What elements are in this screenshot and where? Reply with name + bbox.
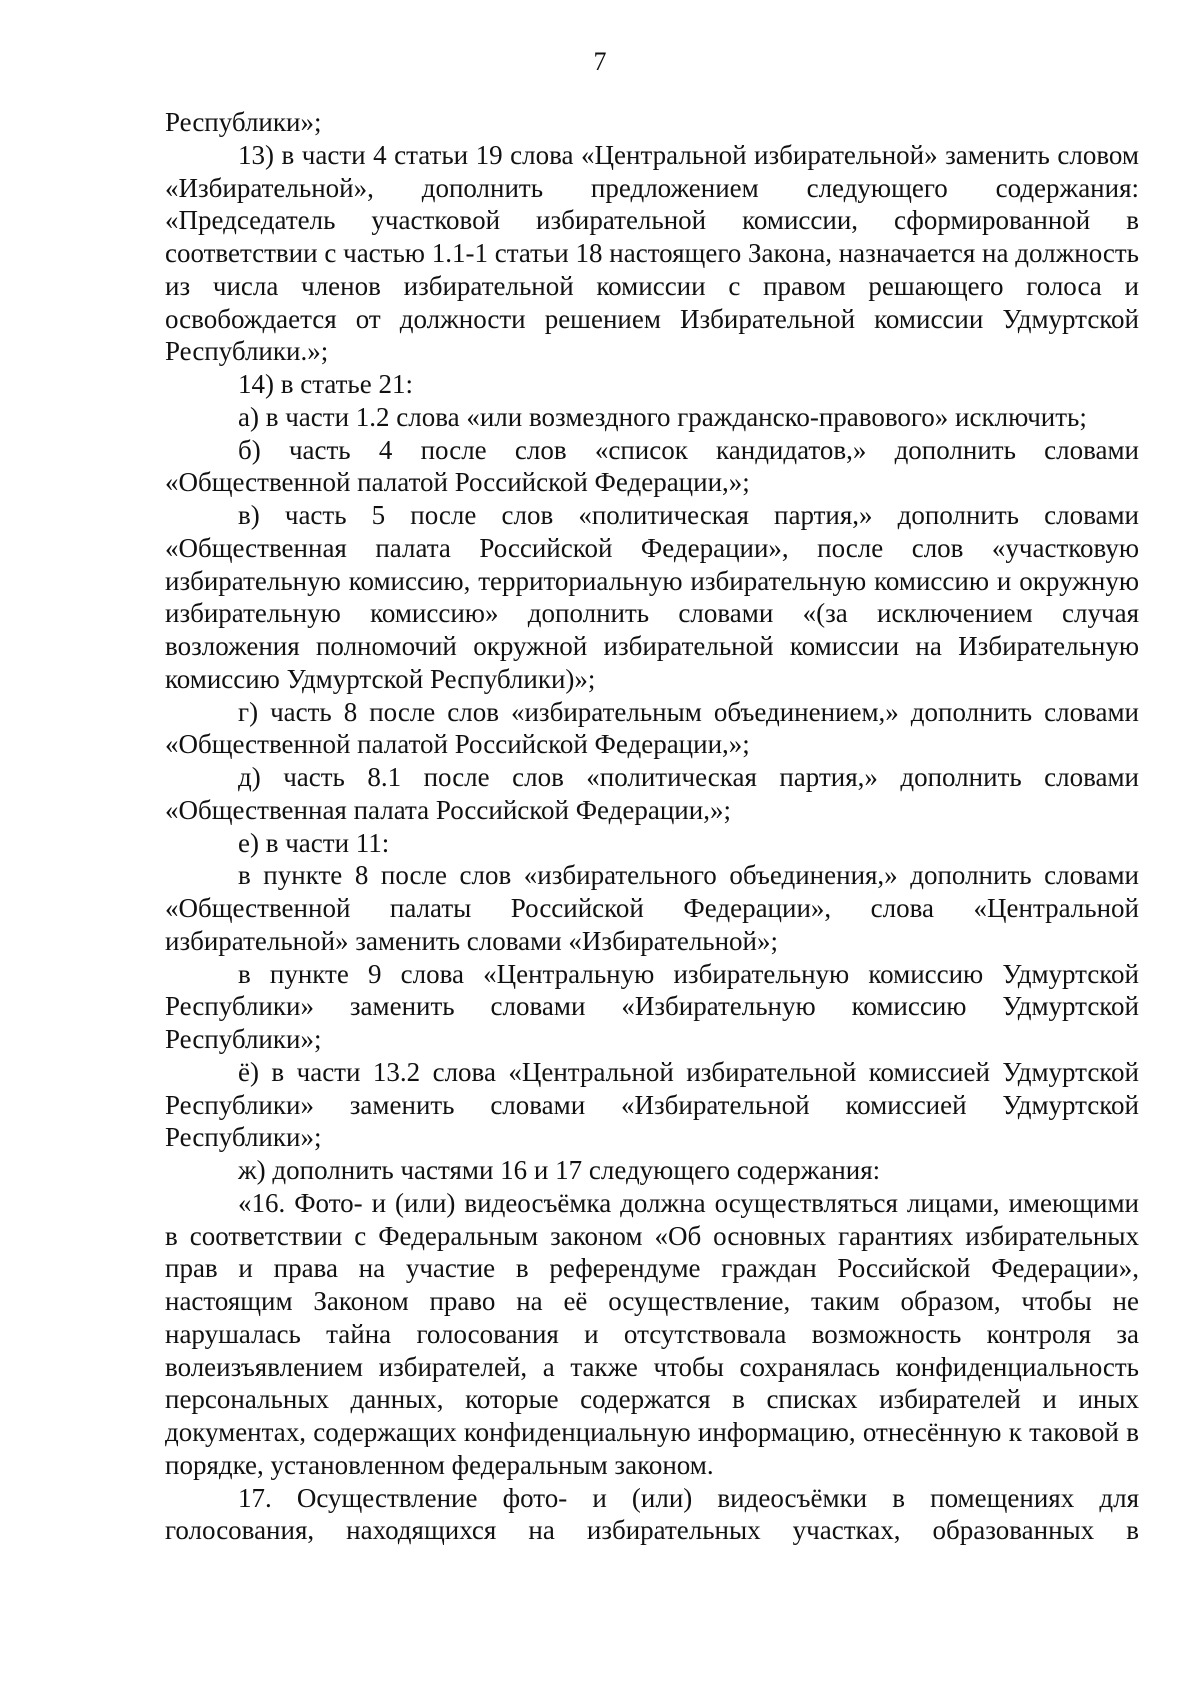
paragraph: г) часть 8 после слов «избирательным объединением,» дополнить словами «Общественной палатой Российской Федерации,»; — [165, 696, 1139, 760]
paragraph: е) в части 11: — [238, 827, 390, 858]
paragraph: 13) в части 4 статьи 19 слова «Центральной избирательной» заменить словом «Избирательной», дополнить предложением следующего содержания: «Председатель участковой избирательной комиссии, сформированной в соответствии с частью 1.1-1 статьи 18 настоящего Закона, назначается на должность из числа членов избирательной комиссии с правом решающего голоса и освобождается от должности решением Избирательной комиссии Удмуртской Республики.»; — [165, 139, 1139, 367]
paragraph: ё) в части 13.2 слова «Центральной избирательной комиссией Удмуртской Республики» заменить словами «Избирательной комиссией Удмуртской Республики»; — [165, 1056, 1139, 1153]
paragraph: «16. Фото- и (или) видеосъёмка должна осуществляться лицами, имеющими в соответствии с Федеральным законом «Об основных гарантиях избирательных прав и права на участие в референдуме граждан Российской Федерации», настоящим Законом право на её осуществление, таким образом, чтобы не нарушалась тайна голосования и отсутствовала возможность контроля за волеизъявлением избирателей, а также чтобы сохранялась конфиденциальность персональных данных, которые содержатся в списках избирателей и иных документах, содержащих конфиденциальную информацию, отнесённую к таковой в порядке, установленном федеральным законом. — [165, 1187, 1139, 1480]
document-body — [165, 106, 1139, 1547]
paragraph: в пункте 8 после слов «избирательного объединения,» дополнить словами «Общественной палаты Российской Федерации», слова «Центральной избирательной» заменить словами «Избирательной»; — [165, 860, 1139, 956]
paragraph: а) в части 1.2 слова «или возмездного гражданско-правового» исключить; — [238, 401, 1087, 432]
paragraph: ж) дополнить частями 16 и 17 следующего содержания: — [238, 1155, 881, 1185]
paragraph: 17. Осуществление фото- и (или) видеосъёмки в помещениях для голосования, находящихся на избирательных участках, образованных в — [165, 1482, 1139, 1546]
paragraph: Республики»; — [165, 107, 322, 137]
paragraph: в) часть 5 после слов «политическая партия,» дополнить словами «Общественная палата Российской Федерации», после слов «участковую избирательную комиссию, территориальную избирательную комиссию и окружную избирательную комиссию» дополнить словами «(за исключением случая возложения полномочий окружной избирательной комиссии на Избирательную комиссию Удмуртской Республики)»; — [165, 500, 1139, 694]
paragraph: б) часть 4 после слов «список кандидатов,» дополнить словами «Общественной палатой Российской Федерации,»; — [165, 434, 1139, 498]
paragraph: в пункте 9 слова «Центральную избирательную комиссию Удмуртской Республики» заменить словами «Избирательную комиссию Удмуртской Республики»; — [165, 958, 1139, 1054]
page-number: 7 — [593, 47, 607, 76]
paragraph: д) часть 8.1 после слов «политическая партия,» дополнить словами «Общественная палата Российской Федерации,»; — [165, 762, 1139, 825]
paragraph: 14) в статье 21: — [238, 369, 413, 399]
